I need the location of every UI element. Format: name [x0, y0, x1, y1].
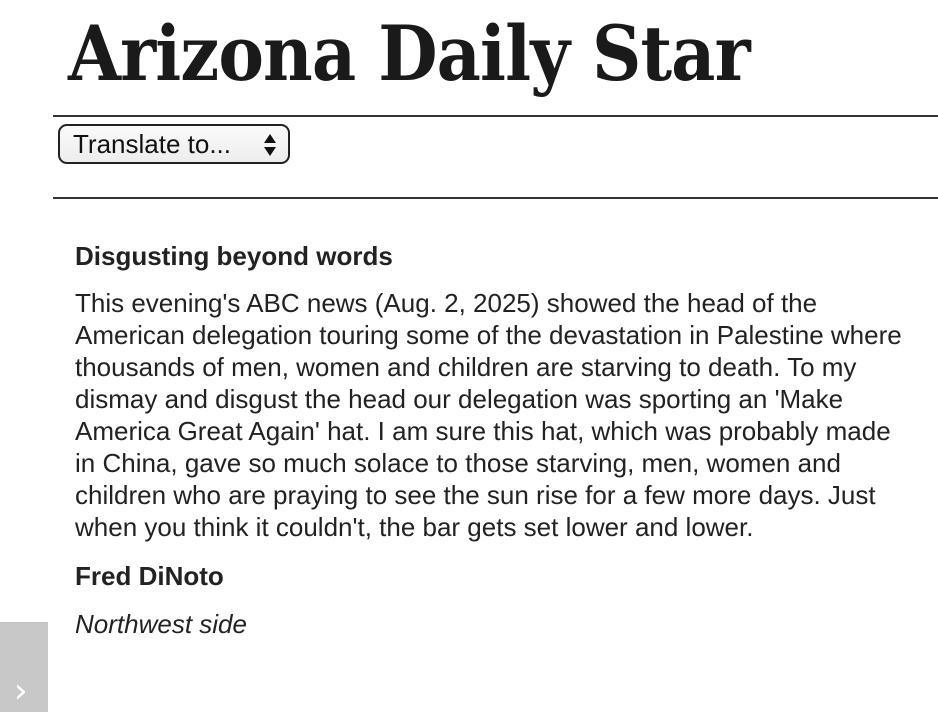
letter-body: This evening's ABC news (Aug. 2, 2025) showed the head of the American delegation touring some of the devastation in Palestine where thousands of men, women and children are starving to death. To my dismay and disgust the head our delegation was sporting an 'Make America Great Again' hat. I am sure this hat, which was probably made in China, gave so much solace to those starving, men, women and children who are praying to see the sun rise for a few more days. Just when you think it couldn't, the bar gets set lower and lower.	[75, 288, 902, 542]
translate-dropdown[interactable]	[58, 124, 290, 164]
letter-author: Fred DiNoto	[75, 561, 224, 591]
header-divider-top	[53, 115, 938, 117]
up-down-arrows-icon	[264, 133, 276, 157]
chevron-right-icon: ›	[14, 671, 28, 711]
side-panel-toggle[interactable]	[0, 622, 48, 712]
header-divider-bottom	[53, 197, 938, 199]
letter-title: Disgusting beyond words	[75, 241, 393, 271]
translate-dropdown-label: Translate to...	[73, 128, 231, 159]
letter-location: Northwest side	[75, 609, 247, 639]
masthead-logo: Arizona Daily Star	[68, 9, 750, 98]
letter-article	[75, 238, 905, 642]
